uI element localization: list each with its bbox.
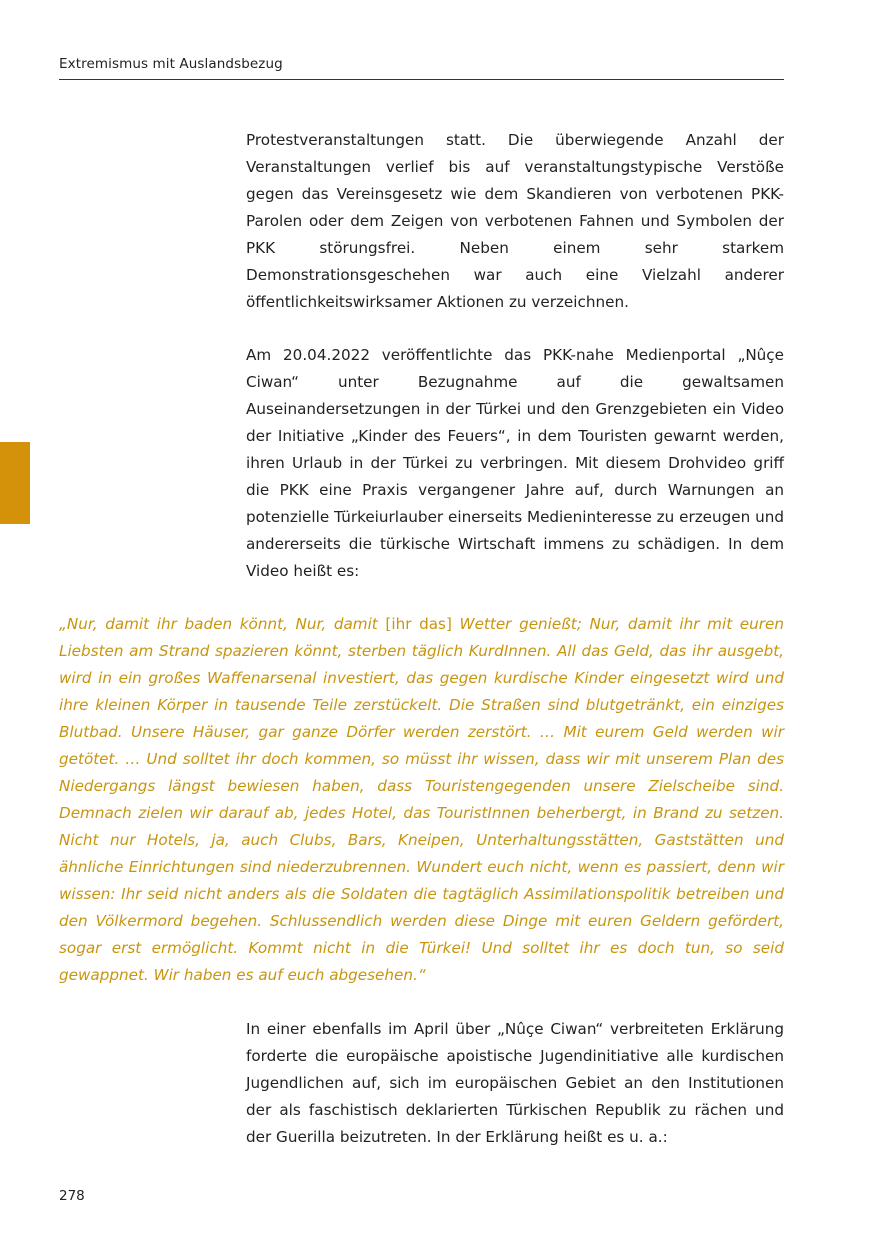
page-number: 278 xyxy=(59,1188,85,1204)
running-header: Extremismus mit Auslandsbezug xyxy=(59,56,283,72)
paragraph-video-report: Am 20.04.2022 veröffentlichte das PKK-nahe Medienportal „Nûçe Ciwan“ unter Bezugnahme auf die gewaltsamen Auseinandersetzungen in der Türkei und den Grenzgebieten ein Video der Initiative „Kinder des Feuers“, in dem Touristen gewarnt werden, ihren Urlaub in der Türkei zu verbringen. Mit diesem Drohvideo griff die PKK eine Praxis vergangener Jahre auf, durch Warnungen an potenzielle Türkeiurlauber einerseits Medieninteresse zu erzeugen und andererseits die türkische Wirtschaft immens zu schädigen. In dem Video heißt es: xyxy=(246,346,784,580)
header-divider xyxy=(59,79,784,80)
paragraph-protest-events: Protestveranstaltungen statt. Die überwiegende Anzahl der Veranstaltungen verlief bis auf veranstaltungstypische Verstöße gegen das Vereinsgesetz wie dem Skandieren von verbotenen PKK-Parolen oder dem Zeigen von verbotenen Fahnen und Symbolen der PKK störungsfrei. Neben einem sehr starkem Demonstrationsgeschehen war auch eine Vielzahl anderer öffentlichkeitswirksamer Aktionen zu verzeichnen. xyxy=(246,131,784,311)
video-quote xyxy=(59,611,784,989)
quote-insertion: [ihr das] xyxy=(385,615,452,633)
quote-part-1: „Nur, damit ihr baden könnt, Nur, damit xyxy=(59,615,386,633)
chapter-color-tab xyxy=(0,442,30,524)
paragraph-youth-declaration: In einer ebenfalls im April über „Nûçe Ciwan“ verbreiteten Erklärung forderte die europäische apoistische Jugendinitiative alle kurdischen Jugendlichen auf, sich im europäischen Gebiet an den Institutionen der als faschistisch deklarierten Türkischen Republik zu rächen und der Guerilla beizutreten. In der Erklärung heißt es u. a.: xyxy=(246,1020,784,1146)
quote-part-2: Wetter genießt; Nur, damit ihr mit euren Liebsten am Strand spazieren könnt, sterben täglich KurdInnen. All das Geld, das ihr ausgebt, wird in ein großes Waffenarsenal investiert, das gegen kurdische Kinder eingesetzt wird und ihre kleinen Körper in tausende Teile zerstückelt. Die Straßen sind blutgetränkt, ein einziges Blutbad. Unsere Häuser, gar ganze Dörfer werden zerstört. … Mit eurem Geld werden wir getötet. … Und solltet ihr doch kommen, so müsst ihr wissen, dass wir mit unserem Plan des Niedergangs längst bewiesen haben, dass Touristengegenden unsere Zielscheibe sind. Demnach zielen wir darauf ab, jedes Hotel, das TouristInnen beherbergt, in Brand zu setzen. Nicht nur Hotels, ja, auch Clubs, Bars, Kneipen, Unterhaltungsstätten, Gaststätten und ähnliche Einrichtungen sind niederzubrennen. Wundert euch nicht, wenn es passiert, denn wir wissen: Ihr seid nicht anders als die Soldaten die tagtäglich Assimilationspolitik betreiben und den Völkermord begehen. Schlussendlich werden diese Dinge mit euren Geldern gefördert, sogar erst ermöglicht. Kommt nicht in die Türkei! Und solltet ihr es doch tun, so seid gewappnet. Wir haben es auf euch abgesehen.“ xyxy=(59,615,784,984)
